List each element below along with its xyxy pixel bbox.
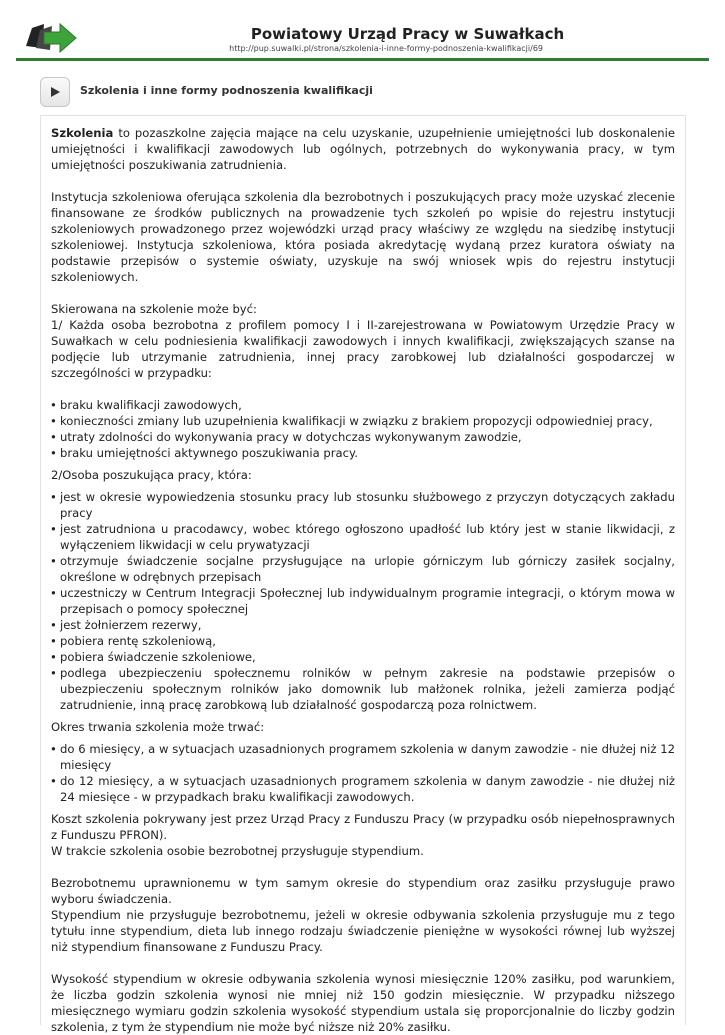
list-item: • braku kwalifikacji zawodowych, [51, 397, 675, 413]
list-item: • do 12 miesięcy, a w sytuacjach uzasadnionych programem szkolenia w danym zawodzie - nie dłużej niż 24 miesięce - w przypadkach braku kwalifikacji zawodowych. [51, 773, 675, 805]
list-unemployed-cases [51, 397, 675, 461]
list-jobseeker-cases [51, 489, 675, 713]
list-item: • otrzymuje świadczenie socjalne przysługujące na urlopie górniczym lub górniczy zasiłek socjalny, określone w odrębnych przepisach [51, 553, 675, 585]
stipend-paragraph: W trakcie szkolenia osobie bezrobotnej przysługuje stypendium. [51, 844, 424, 858]
article-content [40, 115, 686, 1034]
list-item: • uczestniczy w Centrum Integracji Społecznej lub indywidualnym programie integracji, o którym mowa w przepisach o pomocy społecznej [51, 585, 675, 617]
section-arrow-button[interactable] [40, 77, 70, 107]
group1-paragraph: 1/ Każda osoba bezrobotna z profilem pomocy I i II-zarejestrowana w Powiatowym Urzędzie Pracy w Suwałkach w celu podniesienia kwalifikacji zawodowych i innych kwalifikacji, zwiększających szanse na podjęcie lub utrzymanie zatrudnienia, innej pracy zarobkowej lub działalności gospodarczej w szczególności w przypadku: [51, 318, 675, 380]
list-duration [51, 741, 675, 805]
section-title: Szkolenia i inne formy podnoszenia kwalifikacji [80, 84, 373, 97]
choice-paragraph: Bezrobotnemu uprawnionemu w tym samym okresie do stypendium oraz zasiłku przysługuje prawo wyboru świadczenia. [51, 876, 675, 906]
section-header [0, 62, 725, 112]
no-stipend-paragraph: Stypendium nie przysługuje bezrobotnemu, jeżeli w okresie odbywania szkolenia przysługuje mu z tego tytułu inne stypendium, dieta lub innego rodzaju świadczenie pieniężne w wysokości równej lub wyższej niż stypendium finansowane z Funduszu Pracy. [51, 908, 675, 954]
list-item: • podlega ubezpieczeniu społecznemu rolników w pełnym zakresie na podstawie przepisów o ubezpieczeniu społecznym rolników jako domownik lub małżonek rolnika, jeżeli zamierza podjąć zatrudnienie, inną pracę zarobkową lub działalność gospodarczą poza rolnictwem. [51, 665, 675, 713]
intro-paragraph [51, 125, 675, 173]
play-arrow-icon [49, 86, 61, 98]
list-item: • pobiera rentę szkoleniową, [51, 633, 675, 649]
page-url-text[interactable]: http://pup.suwalki.pl/strona/szkolenia-i-inne-formy-podnoszenia-kwalifikacji/69 [229, 44, 543, 53]
list-item: • jest zatrudniona u pracodawcy, wobec którego ogłoszono upadłość lub który jest w stanie likwidacji, z wyłączeniem likwidacji w celu prywatyzacji [51, 521, 675, 553]
directed-heading: Skierowana na szkolenie może być: [51, 302, 257, 316]
list-item: • konieczności zmiany lub uzupełnienia kwalifikacji w związku z brakiem propozycji odpowiedniej pracy, [51, 413, 675, 429]
intro-bold: Szkolenia [51, 126, 114, 140]
cost-paragraph: Koszt szkolenia pokrywany jest przez Urząd Pracy z Funduszu Pracy (w przypadku osób niepełnosprawnych z Funduszu PFRON). [51, 812, 675, 842]
group2-heading: 2/Osoba poszukująca pracy, która: [51, 468, 252, 482]
amount-paragraph: Wysokość stypendium w okresie odbywania szkolenia wynosi miesięcznie 120% zasiłku, pod warunkiem, że liczba godzin szkolenia wynosi nie mniej niż 150 godzin miesięcznie. W przypadku niższego miesięcznego wymiaru godzin szkolenia wysokość stypendium ustala się proporcjonalnie do liczby godzin szkolenia, z tym że stypendium nie może być niższe niż 20% zasiłku. [51, 972, 675, 1034]
list-item: • utraty zdolności do wykonywania pracy w dotychczas wykonywanym zawodzie, [51, 429, 675, 445]
list-item: • jest w okresie wypowiedzenia stosunku pracy lub stosunku służbowego z przyczyn dotyczących zakładu pracy [51, 489, 675, 521]
list-item: • do 6 miesięcy, a w sytuacjach uzasadnionych programem szkolenia w danym zawodzie - nie dłużej niż 12 miesięcy [51, 741, 675, 773]
logo-icon [22, 18, 78, 58]
page-url[interactable] [100, 44, 715, 53]
institution-paragraph: Instytucja szkoleniowa oferująca szkolenia dla bezrobotnych i poszukujących pracy może uzyskać zlecenie finansowane ze środków publicznych na prowadzenie tych szkoleń po wpisie do rejestru instytucji szkoleniowych prowadzonego przez wojewódzki urząd pracy właściwy ze względu na siedzibę instytucji szkoleniowej. Instytucja szkoleniowa, która posiada akredytację wydaną przez kuratora oświaty na podstawie przepisów o systemie oświaty, uzyskuje na swój wniosek wpis do rejestru instytucji szkoleniowych. [51, 190, 675, 284]
header-divider [16, 58, 709, 61]
intro-text: to pozaszkolne zajęcia mające na celu uzyskanie, uzupełnienie umiejętności lub doskonalenie umiejętności i kwalifikacji zawodowych lub ogólnych, potrzebnych do wykonywania pracy, w tym umiejętności poszukiwania zatrudnienia. [51, 126, 675, 172]
list-item: • pobiera świadczenie szkoleniowe, [51, 649, 675, 665]
duration-heading: Okres trwania szkolenia może trwać: [51, 720, 265, 734]
list-item: • jest żołnierzem rezerwy, [51, 617, 675, 633]
list-item: • braku umiejętności aktywnego poszukiwania pracy. [51, 445, 675, 461]
page-header [0, 0, 725, 62]
site-title: Powiatowy Urząd Pracy w Suwałkach [250, 25, 565, 43]
